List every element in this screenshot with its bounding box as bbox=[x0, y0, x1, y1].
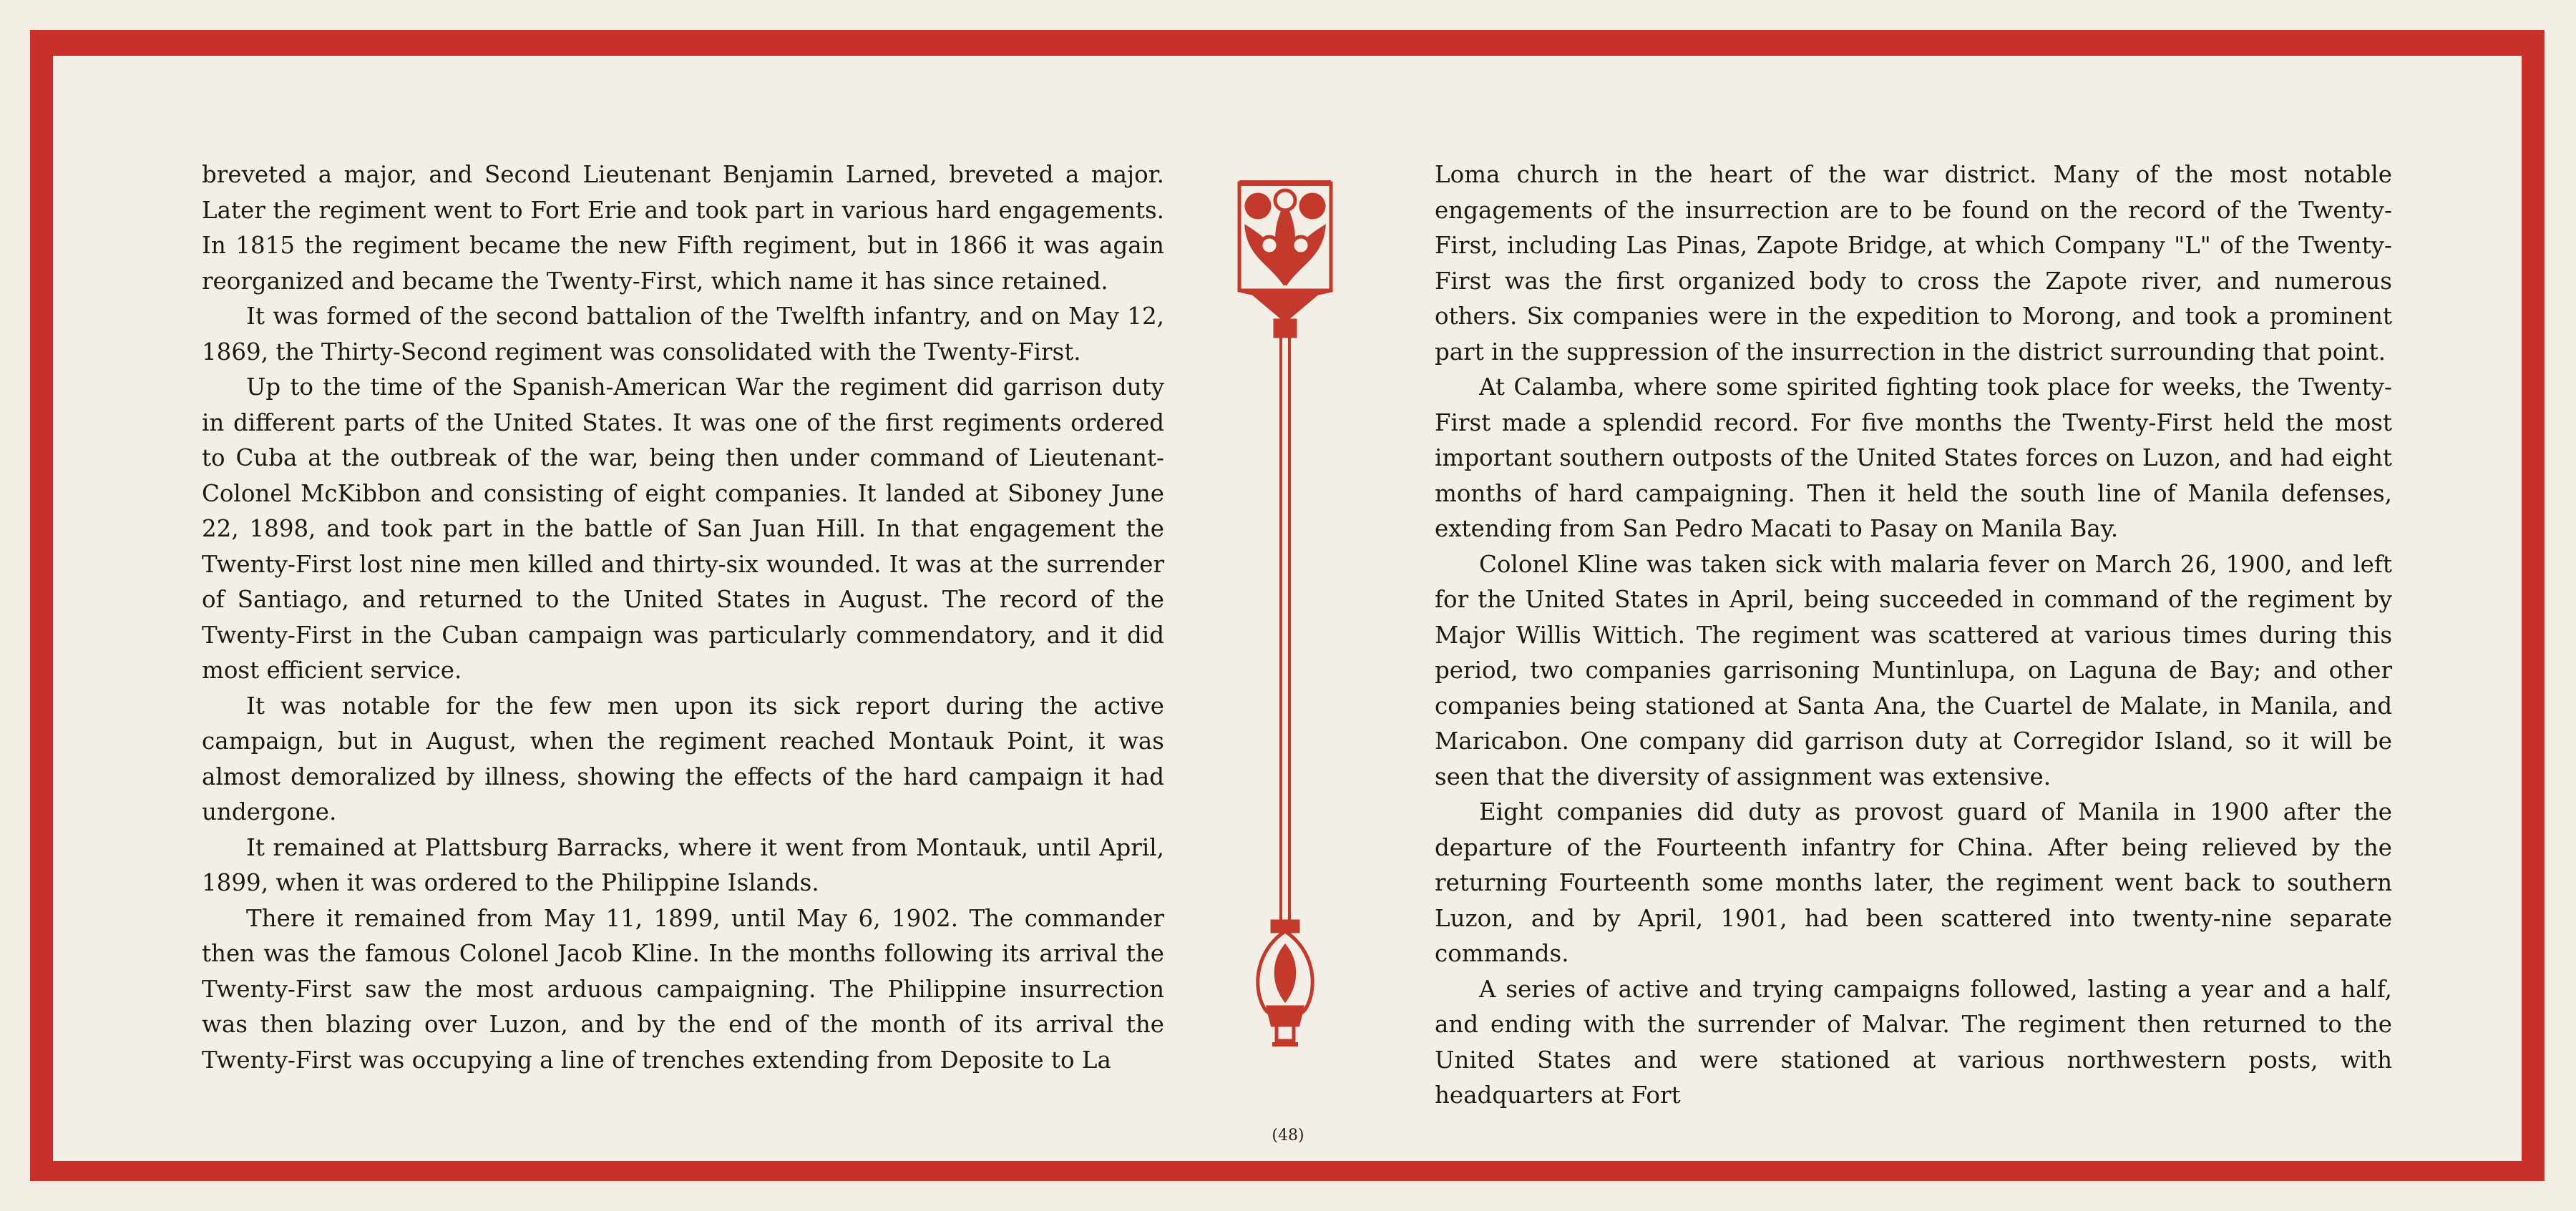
paragraph: Loma church in the heart of the war district. Many of the most notable engagements of the insurrection are to be found on the record of the Twenty-First, including Las Pinas, Zapote Bridge, at which Company "L" of the Twenty-First was the first organized body to cross the Zapote river, and numerous others. Six companies were in the expedition to Morong, and took a prominent part in the suppression of the insurrection in the district surrounding that point. bbox=[1435, 161, 2392, 366]
paragraph: At Calamba, where some spirited fighting took place for weeks, the Twenty-First made a splendid record. For five months the Twenty-First held the most important southern outposts of the United States forces on Luzon, and had eight months of hard campaigning. Then it held the south line of Manila defenses, extending from San Pedro Macati to Pasay on Manila Bay. bbox=[1435, 373, 2392, 542]
paragraph: Colonel Kline was taken sick with malaria fever on March 26, 1900, and left for the United States in April, being succeeded in command of the regiment by Major Willis Wittich. The regiment was scattered at various times during this period, two companies garrisoning Muntinlupa, on Laguna de Bay; and other companies being stationed at Santa Ana, the Cuartel de Malate, in Manila, and Maricabon. One company did garrison duty at Corregidor Island, so it will be seen that the diversity of assignment was extensive. bbox=[1435, 550, 2392, 790]
paragraph: Up to the time of the Spanish-American War the regiment did garrison duty in different parts of the United States. It was one of the first regiments ordered to Cuba at the outbreak of the war, being then under command of Lieutenant-Colonel McKibbon and consisting of eight companies. It landed at Siboney June 22, 1898, and took part in the battle of San Juan Hill. In that engagement the Twenty-First lost nine men killed and thirty-six wounded. It was at the surrender of Santiago, and returned to the United States in August. The record of the Twenty-First in the Cuban campaign was particularly commendatory, and it did most efficient service. bbox=[202, 373, 1164, 684]
left-text-column bbox=[202, 157, 1164, 1078]
paragraph: breveted a major, and Second Lieutenant Benjamin Larned, breveted a major. Later the regiment went to Fort Erie and took part in various hard engagements. In 1815 the regiment became the new Fifth regiment, but in 1866 it was again reorganized and became the Twenty-First, which name it has since retained. bbox=[202, 161, 1164, 295]
right-text-column bbox=[1435, 157, 2392, 1114]
paragraph: There it remained from May 11, 1899, until May 6, 1902. The commander then was the famous Colonel Jacob Kline. In the months following its arrival the Twenty-First saw the most arduous campaigning. The Philippine insurrection was then blazing over Luzon, and by the end of the month of its arrival the Twenty-First was occupying a line of trenches extending from Deposite to La bbox=[202, 904, 1164, 1074]
paragraph: It was formed of the second battalion of the Twelfth infantry, and on May 12, 1869, the Thirty-Second regiment was consolidated with the Twenty-First. bbox=[202, 303, 1164, 366]
paragraph: It was notable for the few men upon its sick report during the active campaign, but in August, when the regiment reached Montauk Point, it was almost demoralized by illness, showing the effects of the hard campaign it had undergone. bbox=[202, 692, 1164, 825]
page-number: (48) bbox=[1272, 1127, 1304, 1144]
decorative-staff-icon bbox=[1228, 177, 1342, 1057]
paragraph: A series of active and trying campaigns followed, lasting a year and a half, and ending with the surrender of Malvar. The regiment then returned to the United States and were stationed at various northwestern posts, with headquarters at Fort bbox=[1435, 975, 2392, 1109]
paragraph: It remained at Plattsburg Barracks, where it went from Montauk, until April, 1899, when it was ordered to the Philippine Islands. bbox=[202, 833, 1164, 896]
paragraph: Eight companies did duty as provost guard of Manila in 1900 after the departure of the Fourteenth infantry for China. After being relieved by the returning Fourteenth some months later, the regiment went back to southern Luzon, and by April, 1901, had been scattered into twenty-nine separate commands. bbox=[1435, 798, 2392, 967]
